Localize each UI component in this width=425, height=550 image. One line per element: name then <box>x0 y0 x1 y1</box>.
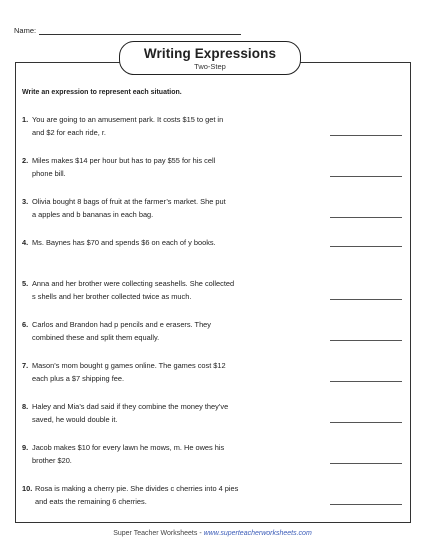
answer-line[interactable] <box>330 176 402 177</box>
footer-brand: Super Teacher Worksheets <box>113 530 198 537</box>
name-line[interactable] <box>39 28 241 35</box>
question-number: 8. <box>22 402 29 411</box>
question-number: 3. <box>22 197 29 206</box>
question-item <box>22 196 312 221</box>
name-label: Name: <box>14 26 37 35</box>
question-number: 5. <box>22 279 29 288</box>
question-item <box>22 360 312 385</box>
answer-line[interactable] <box>330 381 402 382</box>
question-text <box>32 442 302 467</box>
question-text <box>32 196 302 221</box>
question-item <box>22 114 312 139</box>
worksheet-subtitle: Two-Step <box>194 62 226 71</box>
question-number: 4. <box>22 238 29 247</box>
question-line-2: and $2 for each ride, r. <box>32 127 106 137</box>
question-line-1: Rosa is making a cherry pie. She divides c cherries into 4 pies <box>35 484 239 493</box>
question-item <box>22 319 312 344</box>
question-text <box>32 114 302 139</box>
question-text <box>32 319 302 344</box>
question-item <box>22 401 312 426</box>
question-number: 6. <box>22 320 29 329</box>
question-line-2: a apples and b bananas in each bag. <box>32 209 154 219</box>
question-line-2: phone bill. <box>32 168 66 178</box>
question-item <box>22 155 312 180</box>
answer-line[interactable] <box>330 504 402 505</box>
footer-site: www.superteacherworksheets.com <box>203 530 312 537</box>
question-text <box>32 401 302 426</box>
question-number: 9. <box>22 443 29 452</box>
instructions: Write an expression to represent each situation. <box>22 89 182 96</box>
answer-line[interactable] <box>330 422 402 423</box>
question-line-1: Carlos and Brandon had p pencils and e erasers. They <box>32 320 211 329</box>
question-line-1: Jacob makes $10 for every lawn he mows, m. He owes his <box>32 443 225 452</box>
question-line-1: Olivia bought 8 bags of fruit at the farmer’s market. She put <box>32 197 226 206</box>
question-text <box>32 278 302 303</box>
question-text <box>32 155 302 180</box>
answer-line[interactable] <box>330 299 402 300</box>
question-line-1: Anna and her brother were collecting seashells. She collected <box>32 279 235 288</box>
footer <box>0 530 425 537</box>
question-line-1: Ms. Baynes has $70 and spends $6 on each of y books. <box>32 238 216 247</box>
question-line-2: brother $20. <box>32 455 72 465</box>
question-line-2: each plus a $7 shipping fee. <box>32 373 125 383</box>
question-number: 7. <box>22 361 29 370</box>
question-item <box>22 442 312 467</box>
name-field-row <box>14 26 241 35</box>
question-text <box>32 237 302 250</box>
question-number: 1. <box>22 115 29 124</box>
question-item <box>22 237 312 250</box>
answer-line[interactable] <box>330 217 402 218</box>
answer-line[interactable] <box>330 246 402 247</box>
footer-separator: - <box>197 530 204 537</box>
question-line-1: Haley and Mia’s dad said if they combine the money they’ve <box>32 402 229 411</box>
title-box <box>119 41 301 75</box>
question-number: 2. <box>22 156 29 165</box>
question-line-2: combined these and split them equally. <box>32 332 160 342</box>
question-number: 10. <box>22 484 33 493</box>
question-line-1: Mason’s mom bought g games online. The games cost $12 <box>32 361 226 370</box>
worksheet-title: Writing Expressions <box>143 46 277 61</box>
question-text <box>35 483 305 508</box>
question-item <box>22 278 312 303</box>
answer-line[interactable] <box>330 463 402 464</box>
answer-line[interactable] <box>330 135 402 136</box>
answer-line[interactable] <box>330 340 402 341</box>
question-line-2: saved, he would double it. <box>32 414 118 424</box>
question-text <box>32 360 302 385</box>
question-line-2: and eats the remaining 6 cherries. <box>35 496 147 506</box>
question-line-2: s shells and her brother collected twice as much. <box>32 291 192 301</box>
question-line-1: You are going to an amusement park. It costs $15 to get in <box>32 115 224 124</box>
question-item <box>22 483 312 508</box>
question-line-1: Miles makes $14 per hour but has to pay $55 for his cell <box>32 156 216 165</box>
